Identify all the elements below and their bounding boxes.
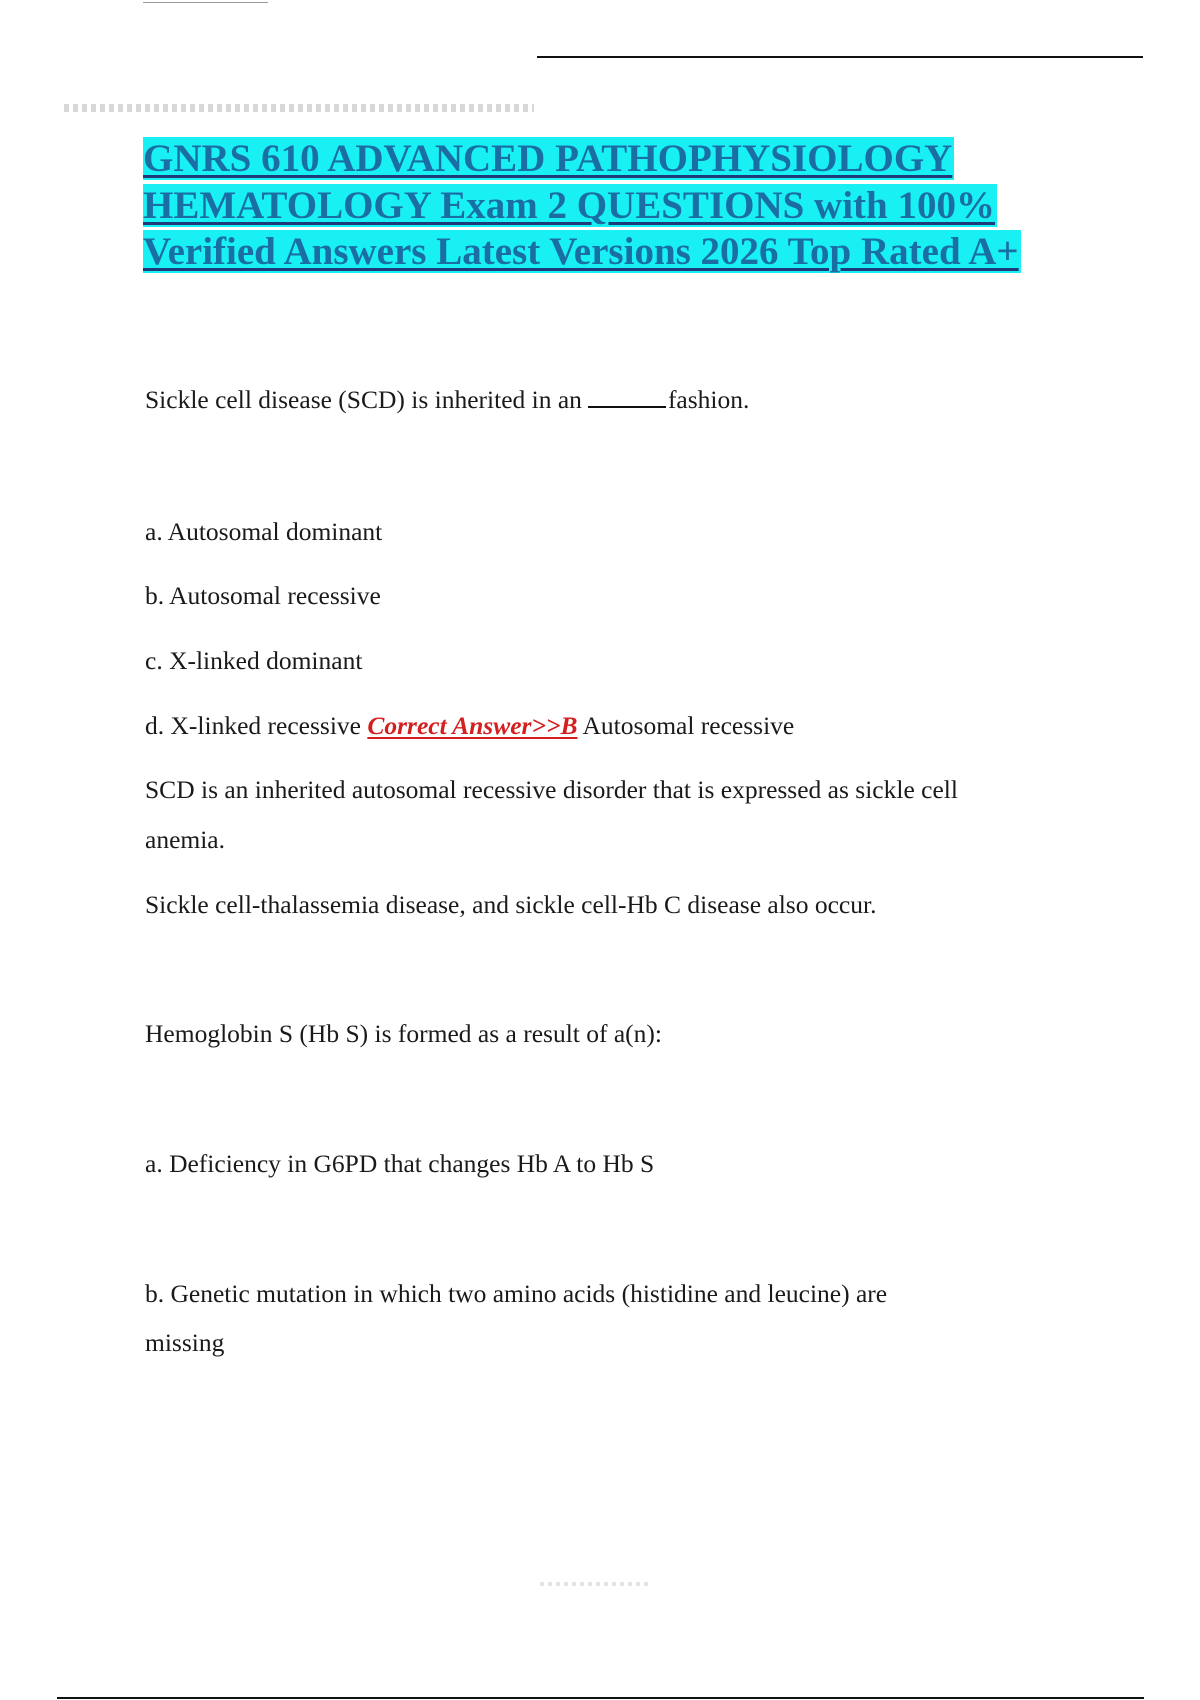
document-title-text[interactable]: GNRS 610 ADVANCED PATHOPHYSIOLOGY HEMATOLOGY Exam 2 QUESTIONS with 100% Verified Answers Latest Versions 2026 Top Rated A+ xyxy=(143,137,1019,273)
question-2-stem: Hemoglobin S (Hb S) is formed as a result of a(n): xyxy=(145,1019,662,1048)
question-2-option-b: b. Genetic mutation in which two amino acids (histidine and leucine) are xyxy=(145,1279,888,1308)
faint-header-text xyxy=(64,104,534,112)
correct-answer-text: Autosomal recessive xyxy=(582,711,795,740)
rationale-line-2: anemia. xyxy=(145,825,225,854)
question-1-option-b: b. Autosomal recessive xyxy=(145,581,381,610)
correct-answer-label: Correct Answer>>B xyxy=(367,711,578,740)
faint-footer-text xyxy=(540,1582,650,1586)
question-1-stem xyxy=(145,375,749,425)
question-1-option-d-line xyxy=(145,701,794,751)
footer-rule xyxy=(57,1697,1144,1699)
header-rule-right xyxy=(537,56,1143,58)
question-1-option-d: d. X-linked recessive xyxy=(145,711,361,740)
question-1-stem-start: Sickle cell disease (SCD) is inherited in an xyxy=(145,385,582,414)
rationale-line-1: SCD is an inherited autosomal recessive disorder that is expressed as sickle cell xyxy=(145,775,958,804)
question-1-option-a: a. Autosomal dominant xyxy=(145,517,383,546)
question-2-option-a: a. Deficiency in G6PD that changes Hb A to Hb S xyxy=(145,1149,655,1178)
question-1-stem-end: fashion. xyxy=(667,385,750,414)
answer-blank xyxy=(588,386,666,408)
header-rule-left xyxy=(143,2,268,3)
question-2-option-b-continued: missing xyxy=(145,1328,225,1357)
question-1-option-c: c. X-linked dominant xyxy=(145,646,363,675)
rationale-line-3: Sickle cell-thalassemia disease, and sickle cell-Hb C disease also occur. xyxy=(145,890,877,919)
document-title[interactable] xyxy=(143,136,1073,276)
